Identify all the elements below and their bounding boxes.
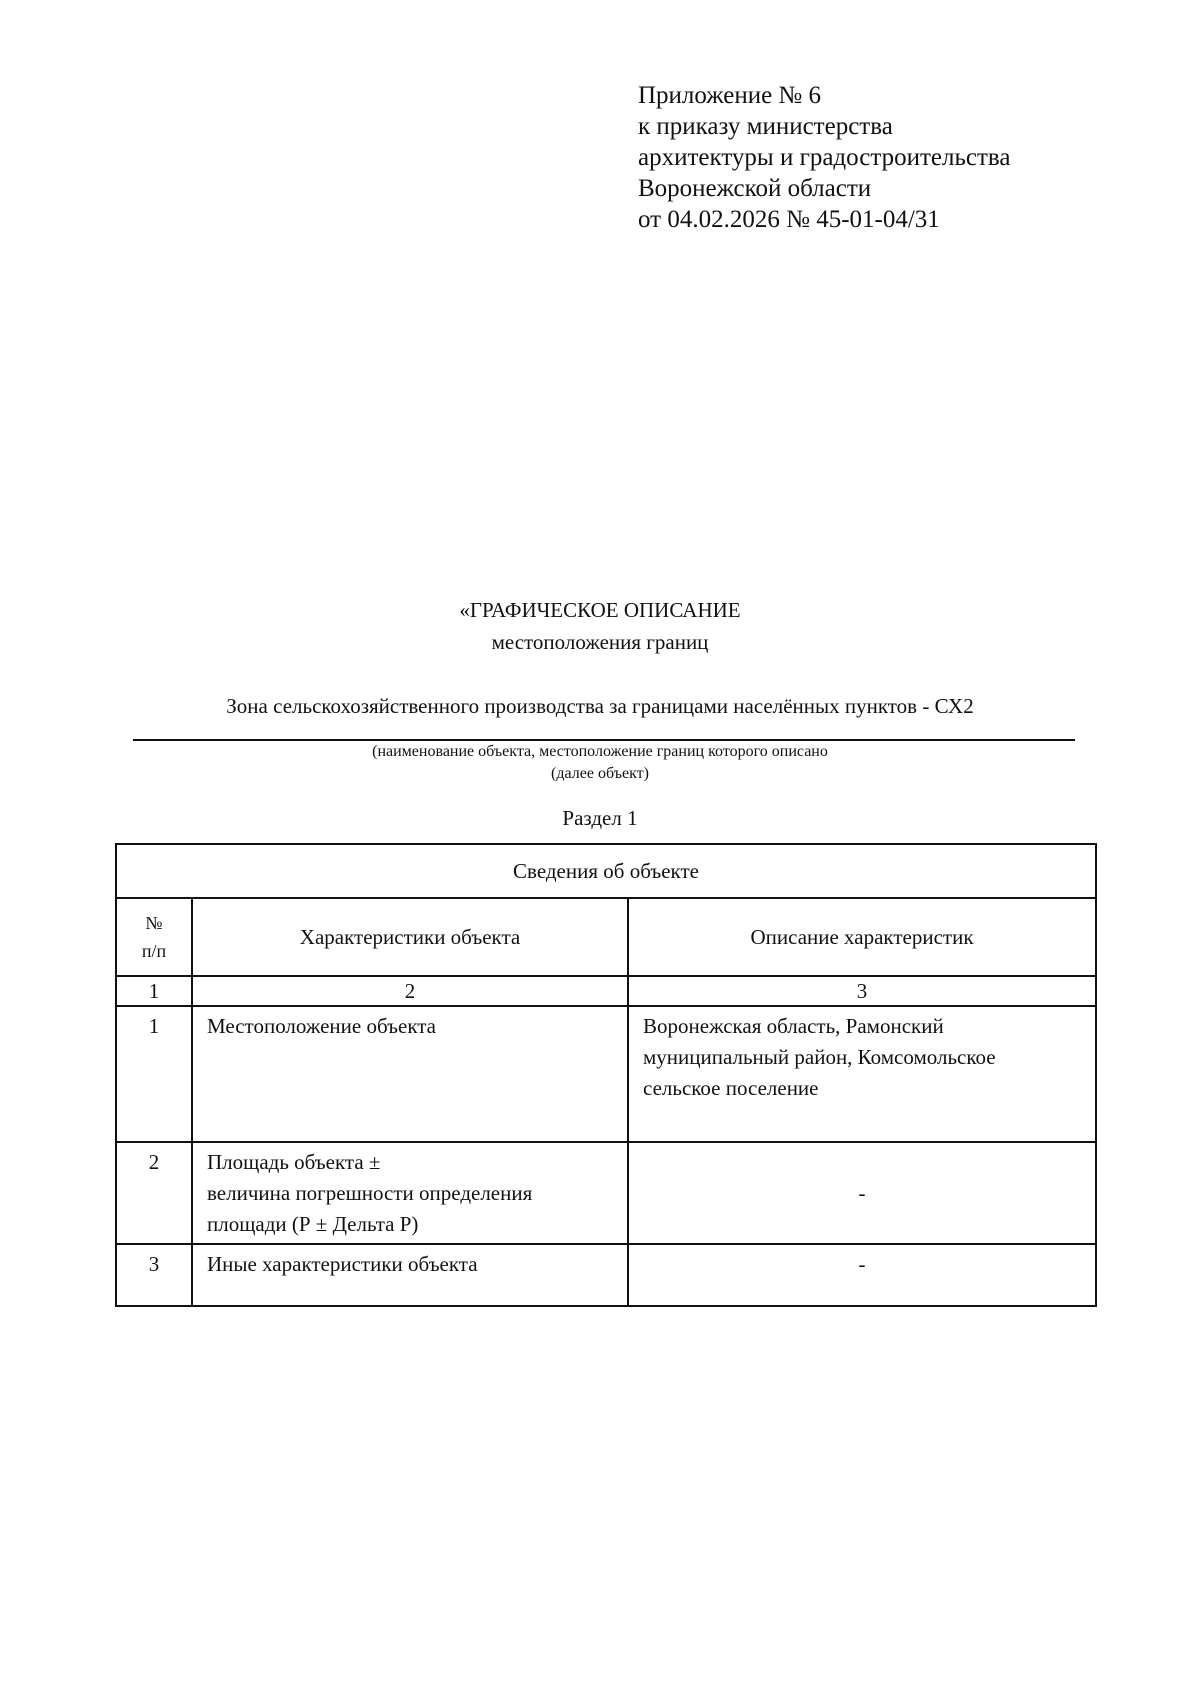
- row-characteristic: Местоположение объекта: [192, 1006, 628, 1142]
- column-index: 3: [628, 976, 1096, 1006]
- document-title: «ГРАФИЧЕСКОЕ ОПИСАНИЕ: [459, 598, 741, 622]
- header-characteristics: Характеристики объекта: [192, 898, 628, 976]
- appendix-line: Воронежской области: [638, 175, 872, 202]
- object-caption-line: (наименование объекта, местоположение границ которого описано: [372, 743, 828, 760]
- document-subtitle: местоположения границ: [491, 630, 709, 654]
- header-number: [116, 898, 192, 976]
- header-number-abbr: п/п: [141, 941, 167, 961]
- row-characteristic-line: Площадь объекта ±: [207, 1150, 381, 1174]
- row-characteristic: [192, 1142, 628, 1244]
- row-value: -: [628, 1142, 1096, 1244]
- table-row: [116, 1142, 1096, 1244]
- appendix-line: к приказу министерства: [638, 113, 893, 140]
- appendix-line: архитектуры и градостроительства: [638, 144, 1011, 171]
- object-name: Зона сельскохозяйственного производства за границами населённых пунктов - СХ2: [226, 694, 974, 718]
- header-number-symbol: №: [145, 913, 163, 933]
- appendix-block: [638, 80, 1010, 235]
- row-value-line: Воронежская область, Рамонский: [643, 1014, 944, 1038]
- row-value: [628, 1006, 1096, 1142]
- object-info-table: [115, 843, 1097, 1307]
- column-index: 2: [192, 976, 628, 1006]
- appendix-line: Приложение № 6: [638, 82, 822, 109]
- appendix-line: от 04.02.2026 № 45-01-04/31: [638, 206, 940, 233]
- row-value: -: [628, 1244, 1096, 1306]
- table-index-row: [116, 976, 1096, 1006]
- table-row: [116, 1244, 1096, 1306]
- row-characteristic-line: площади (Р ± Дельта Р): [207, 1212, 419, 1236]
- row-number: 1: [116, 1006, 192, 1142]
- row-number: 3: [116, 1244, 192, 1306]
- section-label: Раздел 1: [562, 806, 638, 830]
- row-number: 2: [116, 1142, 192, 1244]
- table-header-row: [116, 898, 1096, 976]
- row-value-line: муниципальный район, Комсомольское: [643, 1045, 996, 1069]
- column-index: 1: [116, 976, 192, 1006]
- table-row: [116, 1006, 1096, 1142]
- header-description: Описание характеристик: [628, 898, 1096, 976]
- object-caption: [0, 741, 1200, 785]
- row-value-line: сельское поселение: [643, 1076, 819, 1100]
- object-caption-line: (далее объект): [551, 765, 649, 782]
- row-characteristic: Иные характеристики объекта: [192, 1244, 628, 1306]
- row-characteristic-line: величина погрешности определения: [207, 1181, 533, 1205]
- table-caption-row: [116, 844, 1096, 898]
- table-caption: Сведения об объекте: [116, 844, 1096, 898]
